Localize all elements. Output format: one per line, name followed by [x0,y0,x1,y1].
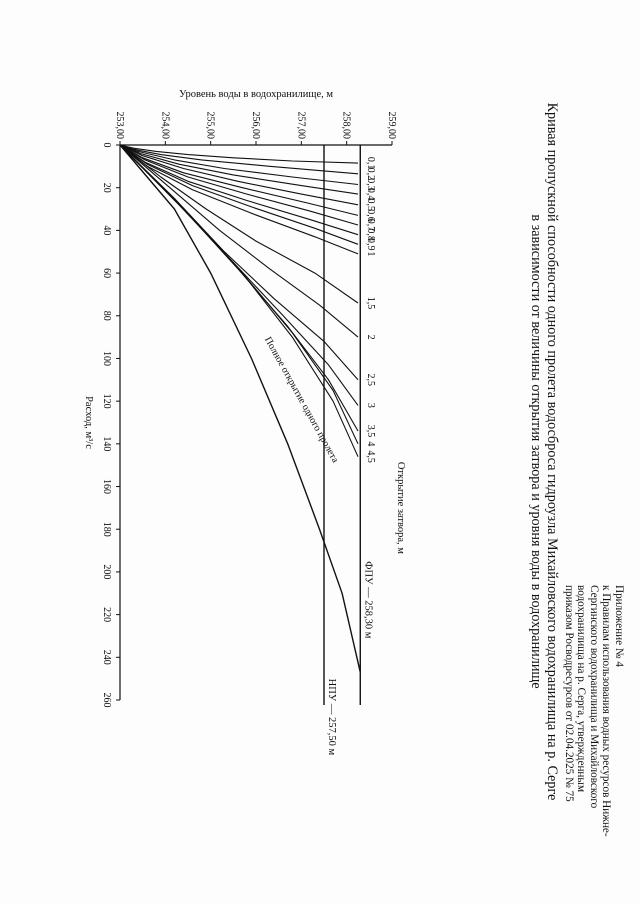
x-tick-label: 240 [101,649,112,665]
annex-title: Приложение № 4 [613,585,625,667]
annex-line-4: приказом Росводресурсов от 02.04.2025 № 75 [562,585,575,802]
x-tick-label: 120 [101,393,112,409]
reference-line-label: ФПУ — 258,30 м [362,561,374,639]
y-tick-label: 255,00 [204,111,216,139]
chart-title-line-2: в зависимости от величины открытия затвора и уровня воды в водохранилище [528,214,544,689]
x-tick-label: 180 [101,521,112,537]
annex-line-2: Сергинского водохранилища и Михайловского [587,585,600,809]
series-label: 4 [365,441,376,447]
series-line [120,145,358,405]
x-tick-label: 140 [101,436,112,452]
series-label: 0,6 [365,209,376,222]
series-label: 3,5 [365,424,376,438]
y-tick-label: 259,00 [386,111,397,139]
annex-line-1: к Правилам использования водных ресурсов Нижне- [600,585,613,837]
series-label: 3 [365,402,376,408]
x-tick-label: 40 [101,225,112,236]
series-label: 2 [365,334,376,340]
chart-title-line-1: Кривая пропускной способности одного пролета водосброса гидроузла Михайловского водохранилища на р. Серге [544,102,560,801]
series-label: 0,7 [365,218,376,232]
series-label: 0,4 [365,187,376,201]
series-label: 2,5 [365,373,376,387]
series-label: 1 [365,251,376,257]
x-tick-label: 160 [101,479,112,495]
x-tick-label: 80 [101,310,112,321]
x-tick-label: 200 [101,564,112,580]
x-tick-label: 220 [101,607,112,623]
series-label: 0,5 [365,198,376,212]
y-tick-label: 253,00 [114,111,125,139]
x-tick-label: 20 [101,182,112,193]
series-line [120,145,358,444]
series-label: Полное открытие одного пролета [262,335,341,465]
x-tick-label: 0 [101,142,112,148]
series-label: 4,5 [365,450,376,463]
y-tick-label: 258,00 [340,111,352,139]
series-label: 0,1 [365,156,376,170]
annex-line-3: водохранилища на р. Серга, утвержденным [575,585,588,793]
x-tick-label: 60 [101,268,112,279]
series-line [120,145,358,337]
y-axis-label: Уровень воды в водохранилище, м [178,89,334,100]
series-label: 0,3 [365,178,376,191]
x-tick-label: 260 [101,692,112,708]
legend-title: Открытие затвора, м [395,461,406,554]
series-line [120,145,358,225]
y-tick-label: 257,00 [295,111,307,139]
series-label: 0,9 [365,238,376,251]
y-tick-label: 254,00 [159,111,171,139]
reference-line-label: НПУ — 257,50 м [326,678,337,756]
y-tick-label: 256,00 [250,111,261,139]
series-label: 1,5 [365,296,376,310]
series-label: 0,8 [365,228,376,241]
x-axis-label: Расход, м³/с [83,396,94,449]
x-tick-label: 100 [101,350,112,366]
series-line [120,145,358,254]
series-label: 0,2 [365,167,376,181]
